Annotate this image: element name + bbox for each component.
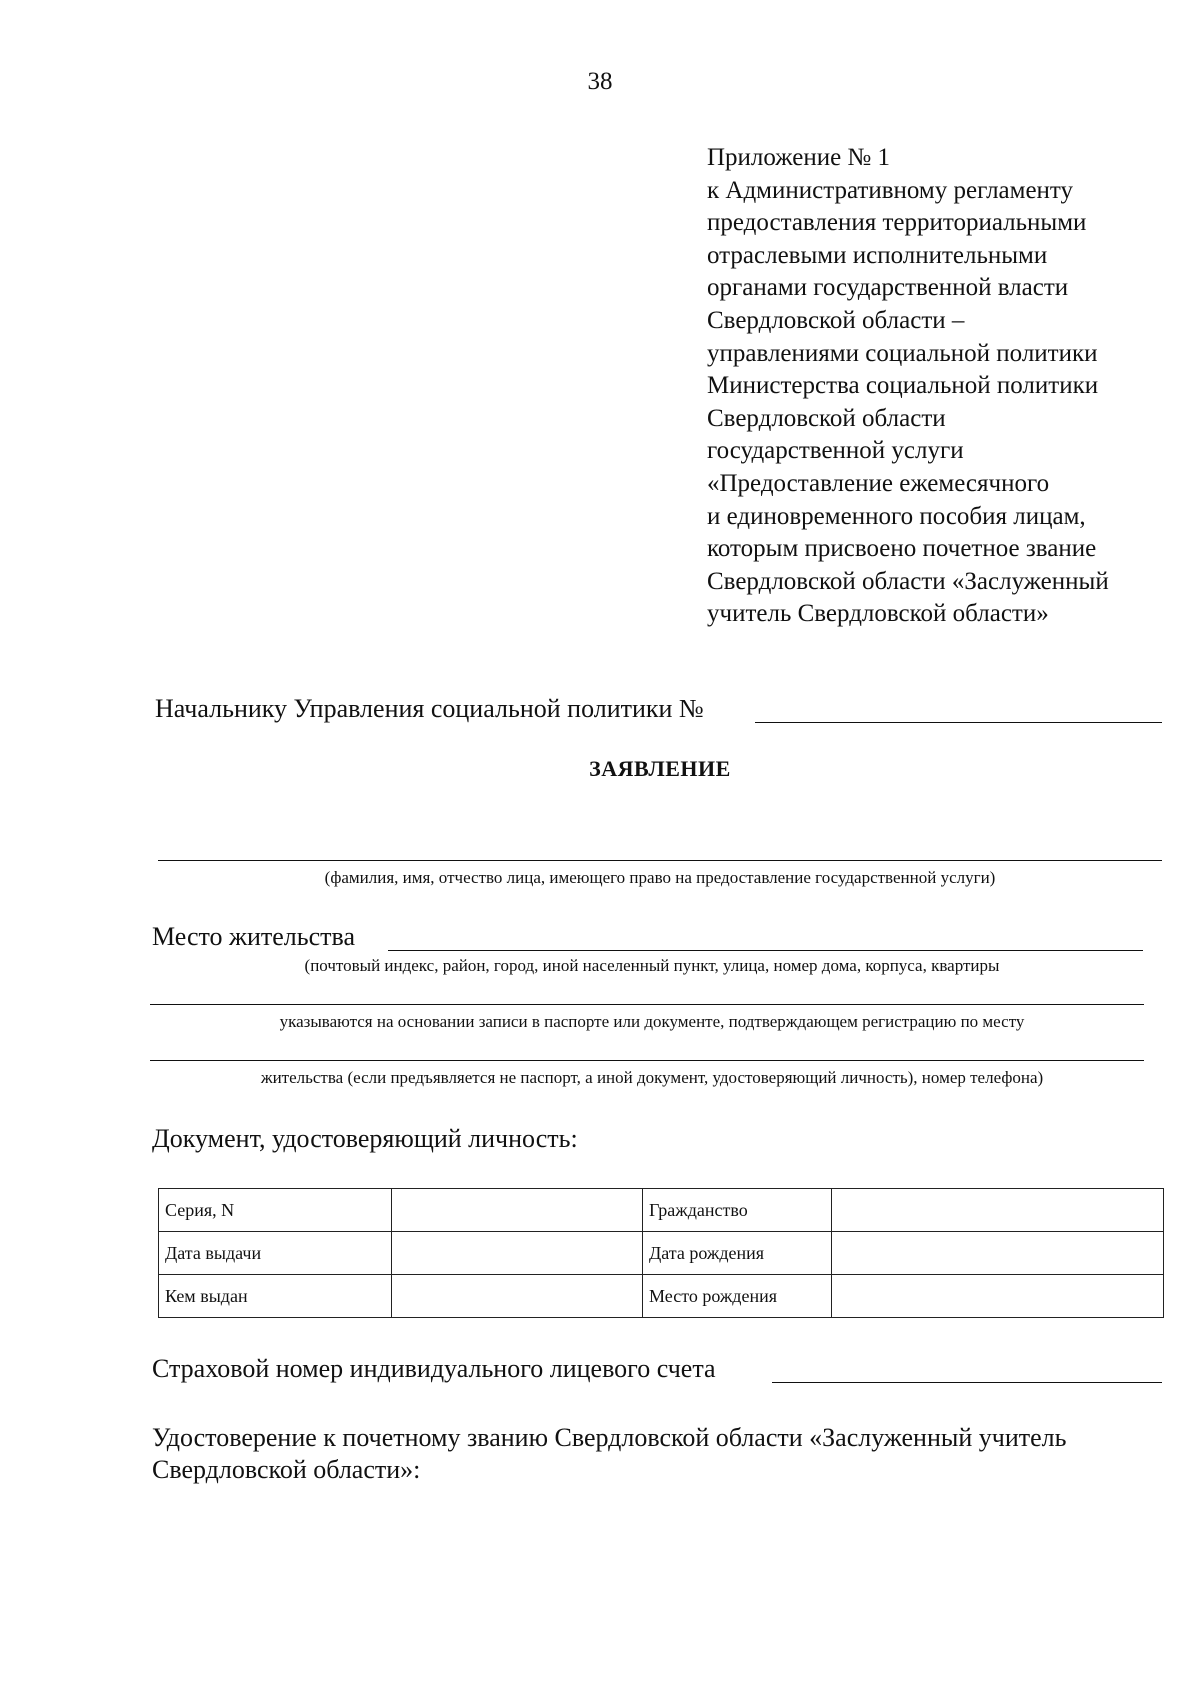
table-row: [159, 1275, 1164, 1318]
appendix-line: Свердловской области –: [707, 306, 965, 334]
birth-place-label: Место рождения: [643, 1275, 832, 1318]
residence-field[interactable]: [388, 950, 1143, 951]
appendix-line: управлениями социальной политики: [707, 339, 1098, 367]
issue-date-label: Дата выдачи: [159, 1232, 392, 1275]
appendix-line: которым присвоено почетное звание: [707, 535, 1097, 563]
residence-hint-3: жительства (если предъявляется не паспорт, а иной документ, удостоверяющий личность), номер телефона): [260, 1068, 1044, 1087]
appendix-line: учитель Свердловской области»: [707, 600, 1049, 628]
series-number-label: Серия, N: [159, 1189, 392, 1232]
department-number-field[interactable]: [755, 722, 1162, 723]
citizenship-cell[interactable]: [832, 1189, 1164, 1232]
certificate-text: Удостоверение к почетному званию Свердловской области «Заслуженный учитель Свердловской области»:: [152, 1423, 1067, 1484]
appendix-line: предоставления территориальными: [707, 209, 1087, 237]
birth-date-cell[interactable]: [832, 1232, 1164, 1275]
addressee-label: Начальнику Управления социальной политики №: [155, 694, 704, 723]
series-number-cell[interactable]: [392, 1189, 643, 1232]
applicant-name-hint: (фамилия, имя, отчество лица, имеющего право на предоставление государственной услуги): [324, 868, 996, 887]
appendix-line: отраслевыми исполнительными: [707, 241, 1048, 269]
table-row: [159, 1232, 1164, 1275]
appendix-line: Министерства социальной политики: [707, 372, 1099, 400]
appendix-line: и единовременного пособия лицам,: [707, 502, 1086, 530]
appendix-line: Свердловской области «Заслуженный: [707, 567, 1109, 595]
citizenship-label: Гражданство: [643, 1189, 832, 1232]
identity-heading: Документ, удостоверяющий личность:: [152, 1124, 578, 1153]
table-row: [159, 1189, 1164, 1232]
appendix-header: [707, 142, 1187, 631]
issue-date-cell[interactable]: [392, 1232, 643, 1275]
appendix-line: органами государственной власти: [707, 274, 1069, 302]
appendix-line: Свердловской области: [707, 404, 946, 432]
residence-label: Место жительства: [152, 922, 356, 951]
page-number: 38: [587, 68, 613, 95]
issued-by-label: Кем выдан: [159, 1275, 392, 1318]
residence-hint-2: указываются на основании записи в паспорте или документе, подтверждающем регистрацию по месту: [279, 1012, 1025, 1031]
appendix-line: государственной услуги: [707, 437, 964, 465]
issued-by-cell[interactable]: [392, 1275, 643, 1318]
birth-place-cell[interactable]: [832, 1275, 1164, 1318]
residence-field-line-2[interactable]: [150, 1004, 1144, 1005]
appendix-line: Приложение № 1: [707, 144, 891, 171]
appendix-line: «Предоставление ежемесячного: [707, 469, 1050, 497]
birth-date-label: Дата рождения: [643, 1232, 832, 1275]
snils-label: Страховой номер индивидуального лицевого счета: [152, 1354, 716, 1383]
appendix-line: к Административному регламенту: [707, 176, 1074, 204]
document-title: ЗАЯВЛЕНИЕ: [589, 756, 731, 781]
identity-document-table: [158, 1188, 1164, 1318]
residence-field-line-3[interactable]: [150, 1060, 1144, 1061]
snils-field[interactable]: [772, 1382, 1162, 1383]
residence-hint-1: (почтовый индекс, район, город, иной населенный пункт, улица, номер дома, корпуса, квартиры: [304, 956, 1000, 975]
applicant-name-field[interactable]: [158, 860, 1162, 861]
